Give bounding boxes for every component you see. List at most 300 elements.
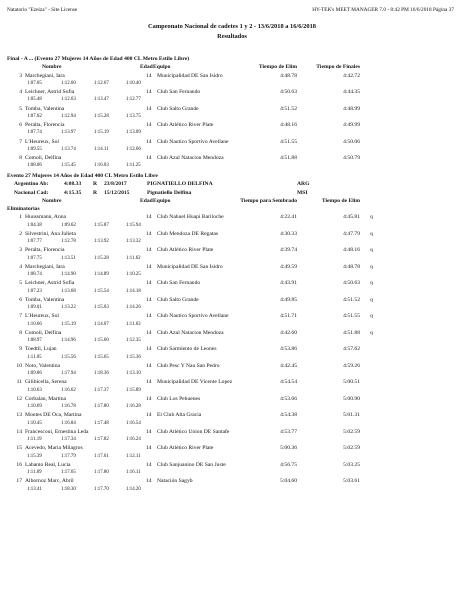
result-row <box>0 428 464 436</box>
place: 14 <box>16 428 22 435</box>
split-time: 1:14.07 <box>94 321 109 327</box>
result-row <box>0 263 464 271</box>
col-edad: Edad <box>140 197 153 204</box>
age: 14 <box>146 155 152 161</box>
split-time: 1:08.74 <box>27 272 42 277</box>
place: 7 <box>19 313 22 320</box>
col-nombre: Nombre <box>42 64 62 71</box>
age: 14 <box>146 214 152 221</box>
time-2: 4:57.62 <box>343 346 360 353</box>
time-2: 4:48.16 <box>343 247 360 254</box>
record-flag: R <box>93 181 98 188</box>
age: 14 <box>146 428 152 435</box>
time-1: 4:51.52 <box>280 105 297 112</box>
age: 14 <box>146 72 152 79</box>
split-time: 1:10.63 <box>27 387 42 393</box>
place: 8 <box>19 155 22 161</box>
split-time: 1:11.25 <box>126 163 141 169</box>
age: 14 <box>146 461 152 468</box>
split-time: 1:12.35 <box>126 338 141 343</box>
team-name: Municipalidad DE San Isidro <box>157 263 223 270</box>
split-time: 1:08.97 <box>27 338 42 343</box>
split-time: 1:15.87 <box>94 222 109 228</box>
record-code: ARG <box>297 181 310 188</box>
place: 17 <box>16 478 22 485</box>
team-name: Club Atlético River Plate <box>157 445 214 452</box>
split-time: 1:07.75 <box>27 255 42 261</box>
time-2: 4:48.99 <box>343 105 360 112</box>
split-time: 1:09.01 <box>27 305 42 310</box>
split-time: 1:13.75 <box>126 113 141 119</box>
splits-row <box>0 222 464 230</box>
split-time: 1:15.54 <box>94 288 109 294</box>
time-1: 4:54.54 <box>280 379 297 386</box>
place: 7 <box>19 138 22 145</box>
result-row <box>0 329 464 337</box>
age: 14 <box>146 362 152 369</box>
split-time: 1:15.28 <box>94 113 109 119</box>
athlete-name: Gilibicella, Serena <box>25 379 67 386</box>
split-time: 1:11.62 <box>126 255 141 261</box>
col-tiempo-sembrado: Tiempo para Sembrado <box>240 197 297 204</box>
team-name: Club San Fernando <box>157 280 201 287</box>
age: 14 <box>146 122 152 128</box>
split-time: 1:11.63 <box>126 321 141 327</box>
athlete-name: Peralta, Florencia <box>25 122 65 128</box>
splits-row <box>0 354 464 362</box>
split-time: 1:10.40 <box>126 80 141 86</box>
split-time: 1:12.78 <box>61 239 76 244</box>
time-1: 4:53.77 <box>280 428 297 435</box>
col-tiempo-finales: Tiempo de Finales <box>316 64 360 71</box>
time-2: 4:49.99 <box>343 122 360 128</box>
splits-row <box>0 113 464 121</box>
qualifier: q <box>370 329 373 336</box>
split-time: 1:17.80 <box>94 470 109 475</box>
time-2: 4:51.55 <box>343 313 360 320</box>
split-time: 1:13.74 <box>61 146 76 152</box>
place: 4 <box>19 89 22 95</box>
record-date: 23/8/2017 <box>104 181 127 188</box>
time-1: 5:04.60 <box>280 478 297 485</box>
time-1: 4:56.75 <box>280 461 297 468</box>
athlete-name: Huussmann, Anna <box>25 214 67 221</box>
time-1: 4:53.86 <box>280 346 297 353</box>
splits-row <box>0 255 464 263</box>
split-time: 1:17.65 <box>61 470 76 475</box>
col-nombre: Nombre <box>42 197 62 204</box>
result-row <box>0 345 464 353</box>
split-time: 1:18.30 <box>61 486 76 492</box>
result-row <box>0 230 464 238</box>
time-1: 4:39.74 <box>280 247 297 254</box>
team-name: Club Sarmiento de Leones <box>157 346 217 353</box>
age: 14 <box>146 296 152 303</box>
team-name: Municipalidad DE Vicente Lopez <box>157 379 233 386</box>
split-time: 1:14.89 <box>94 272 109 277</box>
place: 6 <box>19 296 22 303</box>
result-row <box>0 246 464 254</box>
split-time: 1:17.79 <box>61 453 76 459</box>
round-label-text: Eliminatorias <box>7 206 40 212</box>
time-1: 4:48.78 <box>280 72 297 79</box>
col-equipo: Equipo <box>153 197 171 204</box>
time-2: 4:50.63 <box>343 280 360 287</box>
place: 10 <box>16 362 22 369</box>
team-name: Club Salto Grande <box>157 296 199 303</box>
record-date: 15/12/2015 <box>104 189 130 196</box>
time-2: 4:50.06 <box>343 138 360 145</box>
split-time: 1:14.26 <box>126 305 141 310</box>
qualifier: q <box>370 296 373 303</box>
split-time: 1:15.19 <box>94 130 109 136</box>
record-label: Argentino Ab: <box>14 181 49 188</box>
final-column-headers <box>0 63 464 71</box>
athlete-name: Acevedo, Maria Milagros <box>25 445 83 452</box>
athlete-name: Marchegiani, Iara <box>25 72 65 79</box>
team-name: Club Los Pehuenes <box>157 395 201 402</box>
time-1: 4:51.55 <box>280 138 297 145</box>
split-time: 1:10.45 <box>27 420 42 426</box>
result-row <box>0 138 464 146</box>
split-time: 1:17.70 <box>94 486 109 492</box>
split-time: 1:14.11 <box>94 146 109 152</box>
time-2: 5:02.59 <box>343 428 360 435</box>
record-holder: Pignatiello Delfina <box>147 189 192 196</box>
split-time: 1:11.69 <box>27 470 42 475</box>
result-row <box>0 72 464 80</box>
age: 14 <box>146 412 152 419</box>
split-time: 1:13.92 <box>94 239 109 244</box>
splits-row <box>0 403 464 411</box>
time-1: 4:50.63 <box>280 89 297 95</box>
time-1: 4:48.16 <box>280 122 297 128</box>
record-code: MSI <box>297 189 308 196</box>
time-1: 4:51.88 <box>280 155 297 161</box>
result-row <box>0 88 464 96</box>
split-time: 1:17.82 <box>94 437 109 442</box>
age: 14 <box>146 138 152 145</box>
athlete-name: Montes DE Oca, Martina <box>25 412 82 419</box>
athlete-name: Tomba, Valentina <box>25 105 65 112</box>
time-1: 4:42.60 <box>280 329 297 336</box>
team-name: Club Azul Natacion Mendoza <box>157 155 224 161</box>
splits-row <box>0 288 464 296</box>
qualifier: q <box>370 214 373 221</box>
splits-row <box>0 129 464 137</box>
time-1: 4:30.33 <box>280 230 297 237</box>
team-name: Club Sanjuanino DE San Juste <box>157 461 226 468</box>
athlete-name: L'Heureux, Sol <box>25 313 59 320</box>
split-time: 1:14.90 <box>61 272 76 277</box>
age: 14 <box>146 346 152 353</box>
event-title <box>0 172 464 180</box>
split-time: 1:18.36 <box>94 371 109 376</box>
split-time: 1:09.55 <box>27 146 42 152</box>
splits-row <box>0 321 464 329</box>
age: 14 <box>146 280 152 287</box>
split-time: 1:16.28 <box>126 404 141 409</box>
result-row <box>0 213 464 221</box>
athlete-name: Silvestrini, Ana Julieta <box>25 230 76 237</box>
split-time: 1:16.54 <box>126 420 141 426</box>
team-name: Natación Sagyb <box>157 478 193 485</box>
age: 14 <box>146 313 152 320</box>
split-time: 1:13.68 <box>61 288 76 294</box>
meet-manager-info: HY-TEK's MEET MANAGER 7.0 - 8:42 PM 16/6/2018 Página 37 <box>312 7 454 13</box>
record-line <box>0 189 464 197</box>
splits-row <box>0 304 464 312</box>
team-name: Club Atlético River Plate <box>157 247 214 254</box>
split-time: 1:15.65 <box>94 354 109 360</box>
time-1: 4:49.59 <box>280 263 297 270</box>
split-time: 1:13.10 <box>126 371 141 376</box>
split-time: 1:12.11 <box>126 453 141 459</box>
time-1: 4:53.66 <box>280 395 297 402</box>
age: 14 <box>146 395 152 402</box>
splits-row <box>0 486 464 494</box>
age: 14 <box>146 445 152 452</box>
splits-row <box>0 469 464 477</box>
split-time: 1:13.47 <box>94 97 109 103</box>
team-name: Club Salto Grande <box>157 105 199 112</box>
age: 14 <box>146 247 152 254</box>
time-2: 4:44.35 <box>343 89 360 95</box>
team-name: Club Nahuel Huapi Bariloche <box>157 214 224 221</box>
split-time: 1:15.36 <box>126 354 141 360</box>
split-time: 1:17.61 <box>94 453 109 459</box>
split-time: 1:15.39 <box>27 453 42 459</box>
final-section-title <box>0 55 464 63</box>
split-time: 1:16.03 <box>94 163 109 169</box>
split-time: 1:09.86 <box>27 371 42 376</box>
split-time: 1:07.05 <box>27 80 42 86</box>
col-tiempo-elim: Tiempo de Elim <box>321 197 360 204</box>
split-time: 1:10.25 <box>126 272 141 277</box>
splits-row <box>0 453 464 461</box>
athlete-name: Comoli, Delfina <box>25 155 62 161</box>
place: 3 <box>19 247 22 254</box>
result-row <box>0 461 464 469</box>
place: 8 <box>19 329 22 336</box>
time-1: 4:43.91 <box>280 280 297 287</box>
team-name: Club Nautico Sportivo Avellane <box>157 138 229 145</box>
split-time: 1:14.20 <box>126 486 141 492</box>
team-name: Club Azul Natacion Mendoza <box>157 329 224 336</box>
split-time: 1:10.66 <box>27 321 42 327</box>
split-time: 1:12.94 <box>61 113 76 119</box>
team-name: Club Nautico Sportivo Avellane <box>157 313 229 320</box>
split-time: 1:17.37 <box>94 387 109 393</box>
place: 4 <box>19 263 22 270</box>
time-2: 5:03.61 <box>343 478 360 485</box>
split-time: 1:16.62 <box>61 387 76 393</box>
athlete-name: Peralta, Florencia <box>25 247 65 254</box>
age: 14 <box>146 379 152 386</box>
result-row <box>0 378 464 386</box>
time-2: 4:51.52 <box>343 296 360 303</box>
split-time: 1:15.56 <box>61 354 76 360</box>
result-row <box>0 395 464 403</box>
time-2: 5:00.90 <box>343 395 360 402</box>
col-tiempo-elim: Tiempo de Elim <box>258 64 297 71</box>
place: 6 <box>19 122 22 128</box>
splits-row <box>0 96 464 104</box>
split-time: 1:16.11 <box>126 470 141 475</box>
final-section-title-text: Final - A ... (Evento 27 Mujeres 14 Años de Edad 400 CL Metro Estilo Libre) <box>7 56 190 62</box>
split-time: 1:13.51 <box>61 255 76 261</box>
qualifier: q <box>370 313 373 320</box>
split-time: 1:17.34 <box>61 437 76 442</box>
place: 2 <box>19 230 22 237</box>
team-name: El Club Alta Gracia <box>157 412 202 419</box>
age: 14 <box>146 230 152 237</box>
time-2: 5:01.31 <box>343 412 360 419</box>
result-row <box>0 362 464 370</box>
split-time: 1:17.94 <box>61 371 76 376</box>
place: 1 <box>19 214 22 221</box>
split-time: 1:12.67 <box>94 80 109 86</box>
place: 3 <box>19 72 22 79</box>
result-row <box>0 411 464 419</box>
split-time: 1:05.48 <box>27 97 42 103</box>
col-equipo: Equipo <box>153 64 171 71</box>
place: 13 <box>16 412 22 419</box>
time-1: 4:22.41 <box>280 214 297 221</box>
split-time: 1:07.23 <box>27 288 42 294</box>
split-time: 1:15.19 <box>61 321 76 327</box>
time-1: 4:54.38 <box>280 412 297 419</box>
record-line <box>0 180 464 188</box>
time-1: 4:42.45 <box>280 362 297 369</box>
athlete-name: Noto, Valentina <box>25 362 61 369</box>
team-name: Club Atlético Union DE Santafe <box>157 428 230 435</box>
result-row <box>0 154 464 162</box>
split-time: 1:12.77 <box>126 97 141 103</box>
split-time: 1:12.66 <box>126 146 141 152</box>
athlete-name: Marchegiani, Iara <box>25 263 65 270</box>
team-name: Club Mendoza DE Regatas <box>157 230 219 237</box>
splits-row <box>0 436 464 444</box>
round-label <box>0 205 464 213</box>
place: 5 <box>19 280 22 287</box>
split-time: 1:15.45 <box>61 163 76 169</box>
athlete-name: Toedtli, Lujan <box>25 346 57 353</box>
team-name: Municipalidad DE San Isidro <box>157 72 223 79</box>
qualifier: q <box>370 247 373 254</box>
time-1: 4:51.71 <box>280 313 297 320</box>
athlete-name: Tomba, Valentina <box>25 296 65 303</box>
splits-row <box>0 271 464 279</box>
splits-row <box>0 337 464 345</box>
athlete-name: Francescoui, Ernestina Leda <box>25 428 89 435</box>
split-time: 1:16.84 <box>61 420 76 426</box>
age: 14 <box>146 478 152 485</box>
splits-row <box>0 146 464 154</box>
athlete-name: Comoli, Delfina <box>25 329 62 336</box>
splits-row <box>0 238 464 246</box>
split-time: 1:13.97 <box>61 130 76 136</box>
time-2: 4:50.79 <box>343 155 360 161</box>
splits-row <box>0 80 464 88</box>
col-edad: Edad <box>140 64 153 71</box>
time-2: 5:00.51 <box>343 379 360 386</box>
split-time: 1:13.09 <box>126 130 141 136</box>
team-name: Club Atlético River Plate <box>157 122 214 128</box>
qualifier: q <box>370 230 373 237</box>
team-name: Club Pesc Y Nau San Pedro <box>157 362 220 369</box>
result-row <box>0 121 464 129</box>
age: 14 <box>146 329 152 336</box>
time-2: 4:59.26 <box>343 362 360 369</box>
split-time: 1:17.80 <box>94 404 109 409</box>
split-time: 1:15.94 <box>126 222 141 228</box>
record-label: Nacional Cad: <box>14 189 49 196</box>
split-time: 1:16.24 <box>126 437 141 442</box>
athlete-name: Leichner, Astrid Sofia <box>25 280 75 287</box>
split-time: 1:09.62 <box>61 222 76 228</box>
splits-row <box>0 370 464 378</box>
split-time: 1:12.63 <box>61 97 76 103</box>
split-time: 1:15.60 <box>94 338 109 343</box>
athlete-name: Leichner, Astrid Sofia <box>25 89 75 95</box>
result-row <box>0 105 464 113</box>
split-time: 1:08.06 <box>27 163 42 169</box>
time-1: 5:00.36 <box>280 445 297 452</box>
place: 16 <box>16 461 22 468</box>
splits-row <box>0 387 464 395</box>
event-title-text: Evento 27 Mujeres 14 Años de Edad 400 CL Metro Estilo Libre <box>7 173 158 179</box>
time-2: 4:48.78 <box>343 263 360 270</box>
split-time: 1:11.05 <box>27 354 42 360</box>
split-time: 1:13.41 <box>27 486 42 492</box>
split-time: 1:04.38 <box>27 222 42 228</box>
split-time: 1:14.18 <box>126 288 141 294</box>
split-time: 1:15.89 <box>126 387 141 393</box>
qualifier: q <box>370 280 373 287</box>
license-text: Natatorio "Ezeiza" - Site License <box>7 7 78 13</box>
place: 12 <box>16 395 22 402</box>
result-row <box>0 444 464 452</box>
document-title: Campeonato Nacional de cadetes 1 y 2 - 13/6/2018 a 16/6/2018 <box>148 23 316 30</box>
split-time: 1:11.19 <box>27 437 42 442</box>
splits-row <box>0 420 464 428</box>
team-name: Club San Fernando <box>157 89 201 95</box>
time-2: 5:02.59 <box>343 445 360 452</box>
record-holder: PIGNATIELLO DELFINA <box>147 181 213 188</box>
athlete-name: L'Heureux, Sol <box>25 138 59 145</box>
result-row <box>0 312 464 320</box>
time-2: 4:51.88 <box>343 329 360 336</box>
record-time: 4:08.33 <box>64 181 82 188</box>
record-time: 4:15.35 <box>64 189 82 196</box>
place: 15 <box>16 445 22 452</box>
age: 14 <box>146 105 152 112</box>
time-2: 4:42.72 <box>343 72 360 79</box>
time-2: 4:47.79 <box>343 230 360 237</box>
split-time: 1:17.48 <box>94 420 109 426</box>
age: 14 <box>146 263 152 270</box>
splits-row <box>0 162 464 170</box>
qualifier: q <box>370 263 373 270</box>
athlete-name: Albornoz Marc, Abril <box>25 478 74 485</box>
split-time: 1:16.78 <box>61 404 76 409</box>
split-time: 1:10.69 <box>27 404 42 409</box>
place: 5 <box>19 105 22 112</box>
split-time: 1:14.96 <box>61 338 76 343</box>
split-time: 1:12.60 <box>61 80 76 86</box>
time-2: 4:45.81 <box>343 214 360 221</box>
